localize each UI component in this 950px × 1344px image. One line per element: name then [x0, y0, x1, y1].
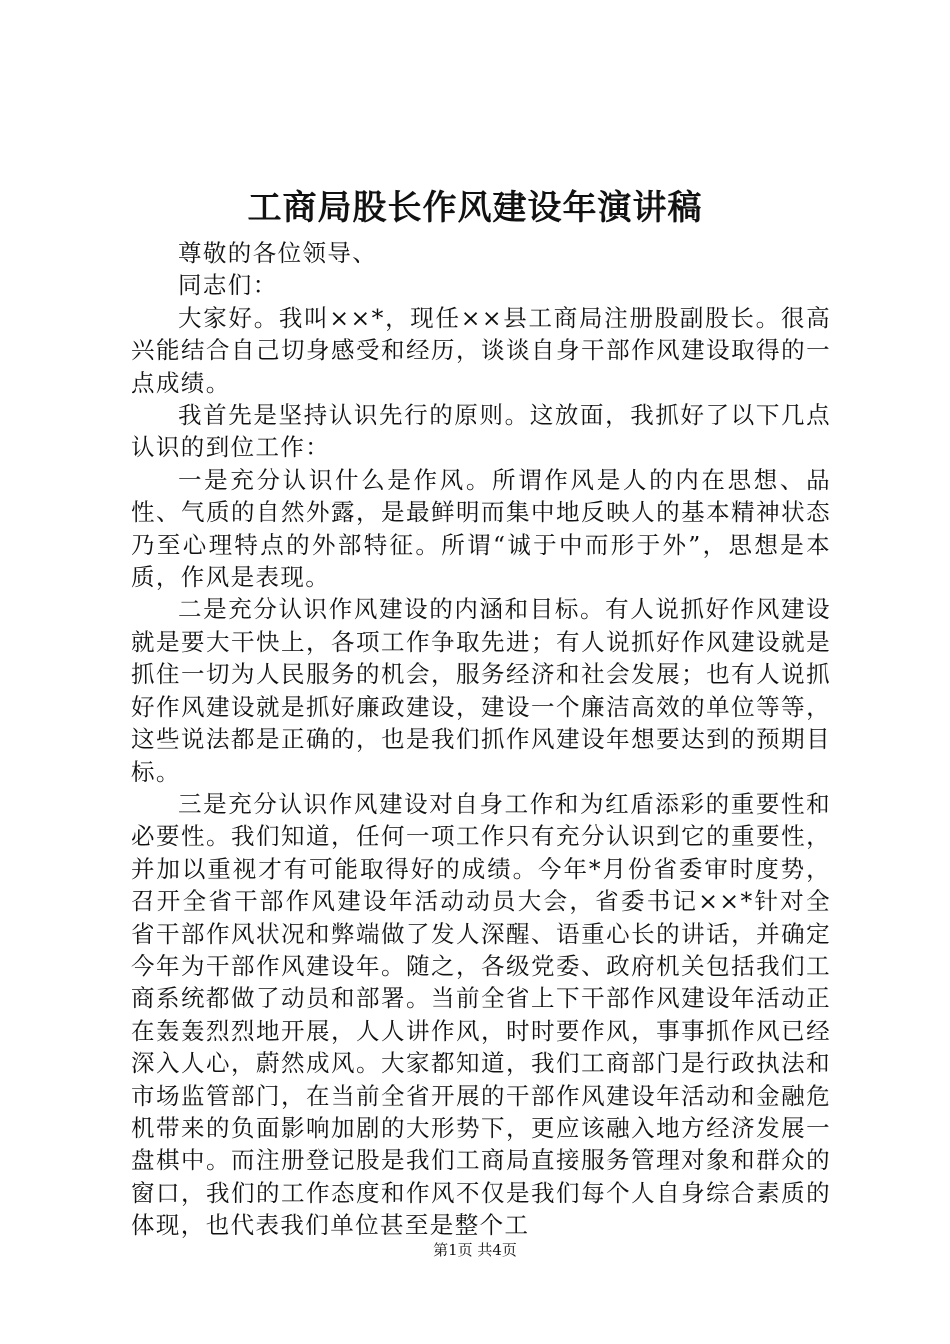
salutation-line-2: 同志们： — [178, 271, 278, 300]
paragraph-point-two: 二是充分认识作风建设的内涵和目标。有人说抓好作风建设就是要大干快上，各项工作争取先进；有人说抓好作风建设就是抓住一切为人民服务的机会，服务经济和社会发展；也有人说抓好作风建设就是抓好廉政建设，建设一个廉洁高效的单位等等，这些说法都是正确的，也是我们抓作风建设年想要达到的预期目标。 — [131, 595, 831, 786]
document-title: 工商局股长作风建设年演讲稿 — [247, 188, 703, 228]
paragraph-point-three: 三是充分认识作风建设对自身工作和为红盾添彩的重要性和必要性。我们知道，任何一项工作只有充分认识到它的重要性，并加以重视才有可能取得好的成绩。今年*月份省委审时度势，召开全省干部作风建设年活动动员大会，省委书记××*针对全省干部作风状况和弊端做了发人深醒、语重心长的讲话，并确定今年为干部作风建设年。随之，各级党委、政府机关包括我们工商系统都做了动员和部署。当前全省上下干部作风建设年活动正在轰轰烈烈地开展，人人讲作风，时时要作风，事事抓作风已经深入人心，蔚然成风。大家都知道，我们工商部门是行政执法和市场监管部门，在当前全省开展的干部作风建设年活动和金融危机带来的负面影响加剧的大形势下，更应该融入地方经济发展一盘棋中。而注册登记股是我们工商局直接服务管理对象和群众的窗口，我们的工作态度和作风不仅是我们每个人自身综合素质的体现，也代表我们单位甚至是整个工 — [131, 789, 831, 1240]
document-body — [131, 237, 831, 1242]
paragraph-introduction: 大家好。我叫××*，现任××县工商局注册股副股长。很高兴能结合自己切身感受和经历，谈谈自身干部作风建设取得的一点成绩。 — [131, 303, 831, 397]
paragraph-principle: 我首先是坚持认识先行的原则。这放面，我抓好了以下几点认识的到位工作： — [131, 401, 831, 462]
salutation-line-1: 尊敬的各位领导、 — [178, 239, 378, 267]
paragraph-point-one: 一是充分认识什么是作风。所谓作风是人的内在思想、品性、气质的自然外露，是最鲜明而集中地反映人的基本精神状态乃至心理特点的外部特征。所谓“诚于中而形于外”，思想是本质，作风是表现。 — [131, 465, 831, 592]
page-number-footer: 第1页 共4页 — [433, 1241, 517, 1259]
